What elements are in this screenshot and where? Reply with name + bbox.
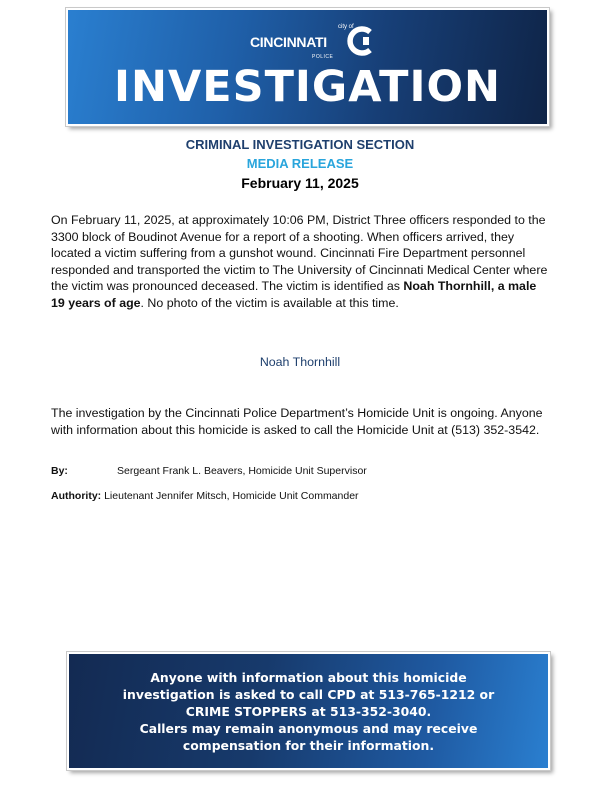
logo-city-name: CINCINNATI [250,34,327,50]
authority-label: Authority: [51,490,102,502]
callout-line-3: CRIME STOPPERS at 513-352-3040. [185,703,432,719]
incident-text-pre: On February 11, 2025, at approximately 10:06 PM, District Three officers responded to the 3300 block of Boudinot Avenue for a report of a shooting. When officers arrived, they located a victim suffering from a gunshot wound. Cincinnati Fire Department personnel responded and transported the victim to The University of Cincinnati Medical Center where the victim was pronounced deceased. The victim is identified as [51,213,548,293]
victim-identity: Noah Thornhill, a male 19 years of age [51,279,537,310]
victim-caption: Noah Thornhill [259,355,341,369]
section-title: CRIMINAL INVESTIGATION SECTION [185,137,415,152]
incident-paragraph [51,212,551,311]
by-value: Sergeant Frank L. Beavers, Homicide Unit Supervisor [117,465,367,477]
callout-line-5: compensation for their information. [182,737,435,753]
investigation-paragraph: The investigation by the Cincinnati Police Department’s Homicide Unit is ongoing. Anyone with information about this homicide is asked to call the Homicide Unit at (513) 352-3542. [51,406,543,437]
banner-title: INVESTIGATION [113,62,502,112]
by-line [51,465,367,477]
c-logo-icon [346,25,376,57]
logo-city-of: city of [338,24,354,30]
release-type: MEDIA RELEASE [246,156,354,171]
callout-line-1: Anyone with information about this homicide [150,669,467,685]
callout-line-2: investigation is asked to call CPD at 513-765-1212 or [122,686,495,702]
cincinnati-police-logo [250,20,400,66]
by-label: By: [51,465,68,477]
incident-text-post: . No photo of the victim is available at this time. [140,295,399,310]
investigation-banner [66,8,549,126]
authority-value: Lieutenant Jennifer Mitsch, Homicide Unit Commander [104,490,359,502]
crime-stoppers-callout [67,652,550,770]
authority-line [51,490,359,502]
release-date: February 11, 2025 [241,175,359,191]
logo-police: POLICE [312,54,334,60]
callout-line-4: Callers may remain anonymous and may receive [139,720,478,736]
callout-text [79,669,539,754]
